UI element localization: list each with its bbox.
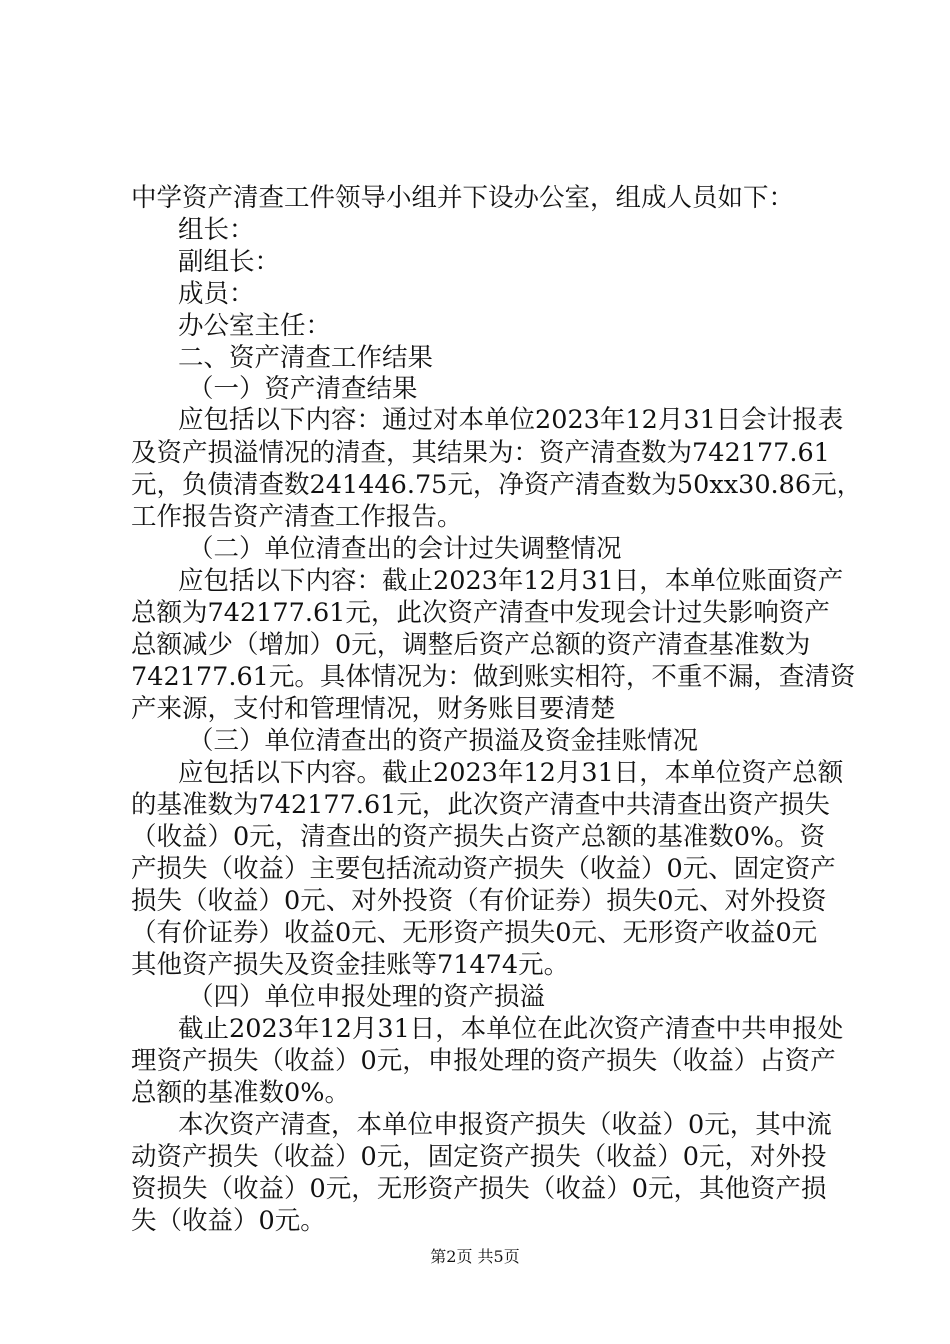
paragraph-line: 应包括以下内容：截止2023年12月31日，本单位账面资产 [178, 566, 844, 596]
paragraph-line: 其他资产损失及资金挂账等71474元。 [131, 950, 570, 980]
paragraph-line: 总额减少（增加）0元，调整后资产总额的资产清查基准数为 [131, 630, 811, 660]
paragraph-line: 应包括以下内容。截止2023年12月31日，本单位资产总额 [178, 758, 844, 788]
paragraph-line: 截止2023年12月31日，本单位在此次资产清查中共申报处 [178, 1014, 844, 1044]
paragraph-line: 元，负债清查数241446.75元，净资产清查数为50xx30.86元， [131, 470, 863, 500]
paragraph-line: （收益）0元，清查出的资产损失占资产总额的基准数0%。资 [131, 822, 826, 852]
subsection-heading: （一）资产清查结果 [188, 374, 418, 404]
section-heading: 二、资产清查工作结果 [178, 343, 434, 373]
paragraph-line: 742177.61元。具体情况为：做到账实相符，不重不漏，查清资 [131, 662, 856, 692]
paragraph-line: 产来源，支付和管理情况，财务账目要清楚 [131, 694, 616, 724]
paragraph-line: 本次资产清查，本单位申报资产损失（收益）0元，其中流 [178, 1110, 832, 1140]
paragraph-line: （有价证券）收益0元、无形资产损失0元、无形资产收益0元 [131, 918, 818, 948]
subsection-heading: （二）单位清查出的会计过失调整情况 [188, 534, 622, 564]
paragraph-line: 失（收益）0元。 [131, 1206, 326, 1236]
list-item-office-director: 办公室主任： [178, 311, 332, 341]
paragraph-line: 中学资产清查工件领导小组并下设办公室，组成人员如下： [131, 183, 795, 213]
paragraph-line: 动资产损失（收益）0元，固定资产损失（收益）0元，对外投 [131, 1142, 827, 1172]
list-item-members: 成员： [178, 279, 255, 309]
page-number-footer: 第2页 共5页 [430, 1247, 520, 1266]
paragraph-line: 资损失（收益）0元，无形资产损失（收益）0元，其他资产损 [131, 1174, 827, 1204]
paragraph-line: 及资产损溢情况的清查，其结果为：资产清查数为742177.61 [131, 438, 830, 468]
subsection-heading: （三）单位清查出的资产损溢及资金挂账情况 [188, 726, 699, 756]
list-item-deputy-leader: 副组长： [178, 247, 281, 277]
paragraph-line: 应包括以下内容：通过对本单位2023年12月31日会计报表 [178, 405, 844, 435]
paragraph-line: 总额的基准数0%。 [131, 1078, 350, 1108]
paragraph-line: 损失（收益）0元、对外投资（有价证券）损失0元、对外投资 [131, 886, 827, 916]
paragraph-line: 产损失（收益）主要包括流动资产损失（收益）0元、固定资产 [131, 854, 836, 884]
paragraph-line: 的基准数为742177.61元，此次资产清查中共清查出资产损失 [131, 790, 830, 820]
list-item-leader: 组长： [178, 215, 255, 245]
paragraph-line: 理资产损失（收益）0元，申报处理的资产损失（收益）占资产 [131, 1046, 836, 1076]
subsection-heading: （四）单位申报处理的资产损溢 [188, 982, 546, 1012]
paragraph-line: 总额为742177.61元，此次资产清查中发现会计过失影响资产 [131, 598, 830, 628]
paragraph-line: 工作报告资产清查工作报告。 [131, 502, 463, 532]
